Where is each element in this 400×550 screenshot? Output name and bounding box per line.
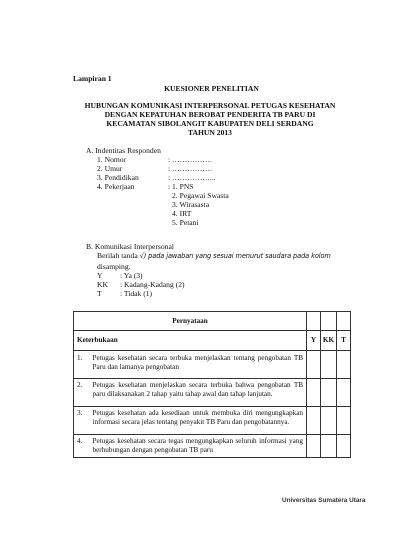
job-option-3: 3. Wirasasta bbox=[172, 200, 210, 209]
job-option-2: 2. Pegawai Swasta bbox=[172, 191, 229, 200]
row-statement: Petugas kesehatan secara terbuka menjelaskan tentang pengobatan TB Paru dan lamanya pengobatan bbox=[90, 351, 307, 379]
answer-cell-y[interactable] bbox=[307, 379, 321, 407]
row-statement: Petugas kesehatan secara tegas mengungkapkan seluruh informasi yang berhubungan dengan pengobatan TB paru bbox=[90, 435, 307, 458]
answer-cell-y[interactable] bbox=[307, 407, 321, 435]
instruction-end: disamping. bbox=[97, 262, 131, 271]
legend-text-t: : Tidak (1) bbox=[120, 289, 153, 298]
header-blank-cell bbox=[337, 312, 351, 331]
section-a-heading: A. Indentitas Responden bbox=[86, 146, 161, 155]
appendix-label: Lampiran 1 bbox=[73, 74, 112, 83]
legend-code-kk: KK bbox=[97, 280, 108, 289]
study-title-line-1: HUBUNGAN KOMUNIKASI INTERPERSONAL PETUGAS KESEHATAN bbox=[84, 101, 336, 110]
field-label-pekerjaan: 4. Pekerjaan bbox=[97, 182, 135, 191]
row-number: 4. bbox=[74, 435, 90, 458]
answer-cell-kk[interactable] bbox=[321, 379, 337, 407]
legend-text-kk: : Kadang-Kadang (2) bbox=[120, 280, 185, 289]
job-option-4: 4. IRT bbox=[172, 209, 192, 218]
table-row bbox=[74, 407, 351, 435]
row-number: 1. bbox=[74, 351, 90, 379]
form-title: KUESIONER PENELITIAN bbox=[164, 84, 259, 93]
answer-cell-y[interactable] bbox=[307, 351, 321, 379]
answer-cell-y[interactable] bbox=[307, 435, 321, 458]
section-b-heading: B. Komunikasi Interpersonal bbox=[86, 242, 174, 251]
answer-cell-t[interactable] bbox=[337, 351, 351, 379]
answer-cell-t[interactable] bbox=[337, 435, 351, 458]
instruction-prefix: Berilah tanda bbox=[97, 251, 138, 260]
field-value-umur: : ……………. bbox=[168, 164, 212, 173]
instruction-line bbox=[97, 251, 331, 261]
answer-cell-kk[interactable] bbox=[321, 351, 337, 379]
table-header-row bbox=[74, 312, 351, 331]
study-title-line-3: KECAMATAN SIBOLANGIT KABUPATEN DELI SERDANG bbox=[106, 119, 314, 128]
column-y: Y bbox=[307, 331, 321, 351]
column-t: T bbox=[337, 331, 351, 351]
answer-cell-kk[interactable] bbox=[321, 435, 337, 458]
questionnaire-table bbox=[73, 311, 351, 458]
table-row bbox=[74, 435, 351, 458]
row-number: 2. bbox=[74, 379, 90, 407]
answer-cell-t[interactable] bbox=[337, 407, 351, 435]
legend-code-y: Y bbox=[97, 271, 103, 280]
header-blank-cell bbox=[307, 312, 321, 331]
field-value-pendidikan: : ……………... bbox=[168, 173, 216, 182]
answer-cell-t[interactable] bbox=[337, 379, 351, 407]
field-label-pendidikan: 3. Pendidikan bbox=[97, 173, 139, 182]
instruction-handwritten: √) pada jawaban yang sesuai menurut saudara pada kolom bbox=[139, 252, 331, 260]
job-option-5: 5. Petani bbox=[172, 218, 199, 227]
study-title-line-4: TAHUN 2013 bbox=[188, 128, 232, 137]
study-title-line-2: DENGAN KEPATUHAN BEROBAT PENDERITA TB PARU DI bbox=[104, 110, 316, 119]
table-subheader-row bbox=[74, 331, 351, 351]
field-value-nomor: : ……………. bbox=[168, 155, 212, 164]
field-label-umur: 2. Umur bbox=[97, 164, 123, 173]
legend-code-t: T bbox=[97, 289, 102, 298]
table-header: Pernyataan bbox=[74, 312, 307, 331]
field-label-nomor: 1. Nomor bbox=[97, 155, 127, 164]
row-statement: Petugas kesehatan ada kesediaan untuk membuka diri mengungkapkan informasi secara jelas tentang penyakit TB Paru dan pengobatannya. bbox=[90, 407, 307, 435]
field-value-pekerjaan: : 1. PNS bbox=[168, 182, 194, 191]
row-statement: Petugas kesehatan menjelaskan secara terbuka bahwa pengobatan TB paru dilaksanakan 2 tahap yaitu tahap awal dan tahap lanjutan. bbox=[90, 379, 307, 407]
column-kk: KK bbox=[321, 331, 337, 351]
row-number: 3. bbox=[74, 407, 90, 435]
table-row bbox=[74, 379, 351, 407]
answer-cell-kk[interactable] bbox=[321, 407, 337, 435]
header-blank-cell bbox=[321, 312, 337, 331]
table-row bbox=[74, 351, 351, 379]
legend-text-y: : Ya (3) bbox=[120, 271, 143, 280]
footer-university: Universitas Sumatera Utara bbox=[282, 497, 366, 504]
table-subheader: Keterbukaan bbox=[74, 331, 307, 351]
